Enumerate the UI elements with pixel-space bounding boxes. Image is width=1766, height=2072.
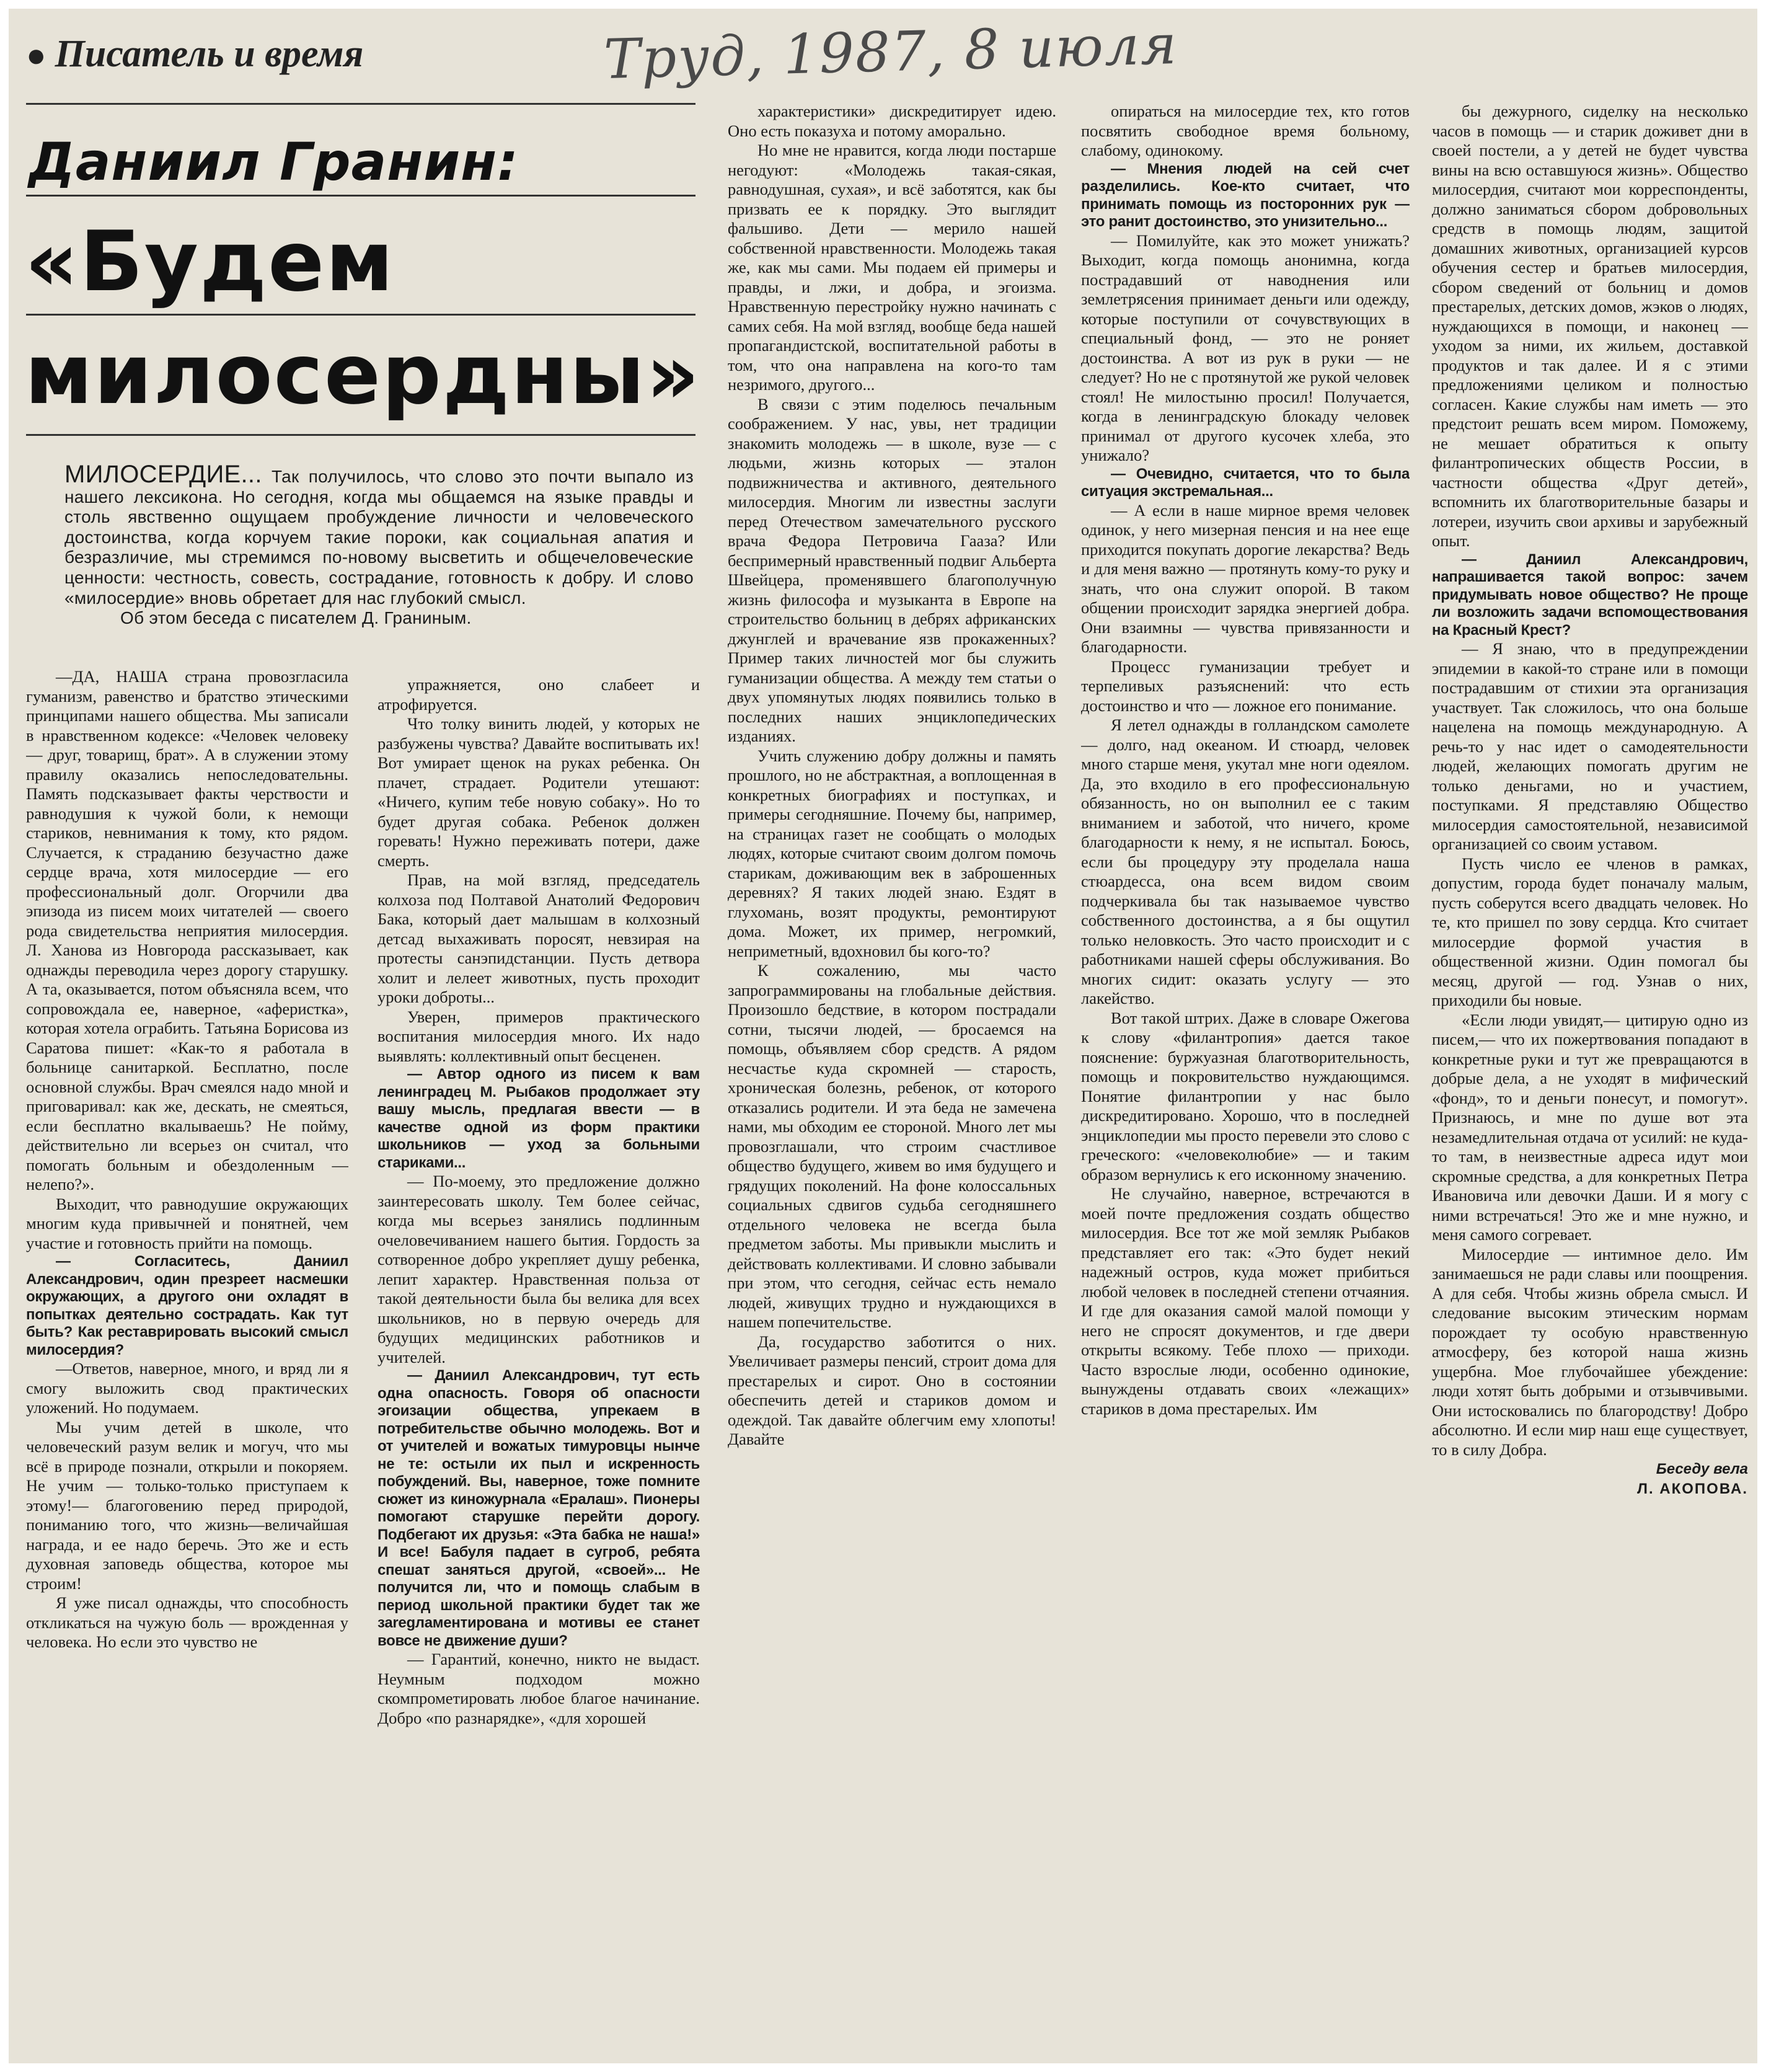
paragraph: упражняется, оно слабеет и атрофируется.	[377, 675, 700, 714]
paragraph: «Если люди увидят,— цитирую одно из писем,— что их пожертвования попадают в конкретные руки и тут же превращаются в добрые дела, а не уходят в мифический «фонд», то и деньги понесут, и помогут». Признаюсь, и мне по душе вот эта незамедлительная отдача от усилий: не куда-то там, в неизвестные адреса идут мои скромные средства, а для конкретных Петра Ивановича или девочки Даши. И я могу с ними встречаться! Это же и мне нужно, и меня самого согревает.	[1432, 1010, 1748, 1244]
author-name: Даниил Гранин:	[29, 131, 519, 192]
signature: Л. АКОПОВА.	[1637, 1480, 1748, 1497]
rubric-label: Писатель и время	[55, 33, 364, 75]
paragraph: — Я знаю, что в предупреждении эпидемии в какой-то стране или в помощи пострадавшим от стихии эта организация участвует. Так сложилось, что она больше нацелена на помощь международную. А речь-то у нас идет о самодеятельности людей, желающих помогать другим не только деньгами, но и участием, поступками. Я представляю Общество милосердия самостоятельной, независимой организацией со своим уставом.	[1432, 639, 1748, 853]
lead-paragraph	[64, 461, 694, 629]
paragraph: В связи с этим поделюсь печальным соображением. У нас, увы, нет традиции знакомить молодежь — в школе, вузе — с людьми, жизнь которых — эталон подвижничества и активного, деятельного милосердия. Многим ли известны заслуги перед Отечеством замечательного русского врача Федора Петровича Гааза? Или беспримерный нравственный подвиг Альберта Швейцера, променявшего благополучную жизнь философа и музыканта в Европе на строительство больниц в дебрях африканских джунглей и врачевание язв прокаженных? Пример таких личностей мог бы служить гуманизации общества. А между тем статьи о двух упомянутых людях появились только в последних наших энциклопедических изданиях.	[728, 394, 1056, 745]
paragraph: — А если в наше мирное время человек одинок, у него мизерная пенсия и на нее еще приходится покупать дорогие лекарства? Ведь и для меня важно — протянуть кому-то руку и знать, что она служит опорой. В таком общении происходит зарядка энергией добра. Они взаимны — чувства привязанности и благодарности.	[1081, 500, 1410, 656]
interviewer-question: — Даниил Александрович, тут есть одна опасность. Говоря об опасности эгоизации общества, упрекаем в потребительстве обычно молодежь. Вот и от учителей и вожатых тимуровцы нынче не те: остыли их пыл и искренность побуждений. Вы, наверное, тоже помните сюжет из киножурнала «Ералаш». Пионеры помогают старушке перейти дорогу. Подбегают их друзья: «Эта бабка не наша!» И все! Бабуля падает в сугроб, ребята спешат заняться другой, «своей»... Не получится ли, что и помощь слабым в период школьной практики будет так же заregламентирована и мотивы ее станет вовсе не движение души?	[377, 1367, 700, 1649]
interviewer-question: — Мнения людей на сей счет разделились. Кое-кто считает, что принимать помощь из посторонних рук — это ранит достоинство, это унизительно...	[1081, 160, 1410, 230]
paragraph: Я уже писал однажды, что способность откликаться на чужую боль — врожденная у человека. Но если это чувство не	[26, 1593, 348, 1651]
paragraph: Прав, на мой взгляд, председатель колхоза под Полтавой Анатолий Федорович Бака, который дает малышам в колхозный детсад выхаживать поросят, невзирая на протесты санэпидстанции. Пусть детвора холит и лелеет животных, пусть проходит уроки доброты...	[377, 870, 700, 1006]
title-divider-middle	[26, 314, 695, 316]
signature: Беседу вела	[1656, 1461, 1748, 1477]
paragraph: К сожалению, мы часто запрограммированы на глобальные действия. Произошло бедствие, в котором пострадали сотни, тысячи людей, — бросаемся на помощь, объявляем сбор средств. А рядом несчастье куда скромней — старость, хроническая болезнь, ребенок, от которого отказались родители. И эта беда не замечена нами, мы обходим ее стороной. Много лет мы провозглашали, что строим счастливое общество будущего, живем во имя будущего и грядущих поколений. На фоне колоссальных социальных сдвигов судьба сегодняшнего отдельного человека не всегда была предметом заботы. Мы привыкли мыслить и действовать коллективами. И словно забывали при этом, что сегодня, сейчас есть немало людей, живущих трудно и нуждающихся в нашем попечительстве.	[728, 961, 1056, 1331]
paragraph: Милосердие — интимное дело. Им занимаешься не ради славы или поощрения. А для себя. Чтобы жизнь обрела смысл. И следование высоким этическим нормам порождает ту особую нравственную атмосферу, без которой наша жизнь ущербна. Мое глубочайшее убеждение: люди хотят быть добрыми и отзывчивыми. Они истосковались по благородству! Добро абсолютно. И если мир наш еще существует, то в силу Добра.	[1432, 1244, 1748, 1459]
paragraph: — По-моему, это предложение должно заинтересовать школу. Тем более сейчас, когда мы всерьез занялись подлинным очеловечиванием нашего бытия. Гордость за сотворенное добро укрепляет душу ребенка, лепит характер. Нравственная польза от такой деятельности была бы велика для всех школьников, но в первую очередь для будущих медицинских работников и учителей.	[377, 1172, 700, 1366]
paragraph: Я летел однажды в голландском самолете — долго, над океаном. И стюард, человек много старше меня, укутал мне ноги одеялом. Да, это входило в его профессиональную обязанность, но он выполнил ее с таким вниманием и заботой, что ничего, кроме благодарности к нему, я не испытал. Боюсь, если бы процедуру эту проделала наша стюардесса, она всем видом своим подчеркивала бы так называемое чувство собственного достоинства, а я бы ощутил только неловкость. Это часто происходит и с работниками нашей сферы обслуживания. Во многих сидит: оказать услугу — это лакейство.	[1081, 715, 1410, 1007]
paragraph: Не случайно, наверное, встречаются в моей почте предложения создать общество милосердия. Все тот же мой земляк Рыбаков представляет его так: «Это будет некий надежный остров, куда может прибиться любой человек в последней степени отчаяния. И где для оказания самой малой помощи у него не спросят документов, и где двери открыты всякому. Тебе плохо — приходи. Часто взрослые люди, особенно одинокие, вынуждены отдавать своих «лежащих» стариков в дома престарелых. Им	[1081, 1184, 1410, 1418]
interviewer-question: — Согласитесь, Даниил Александрович, один презреет насмешки окружающих, а другого они охладят в попытках деятельно сострадать. Как тут быть? Как реставрировать высокий смысл милосердия?	[26, 1253, 348, 1358]
lead-text: Так получилось, что слово это почти выпало из нашего лексикона. Но сегодня, когда мы общаемся на языке правды и столь явственно ощущаем пробуждение личности и человеческого достоинства, когда корчуем такие пороки, как социальная апатия и безразличие, мы стремимся по-новому высветить и общечеловеческие ценности: честность, совесть, сострадание, готовность к добру. И слово «милосердие» вновь обретает для нас глубокий смысл.	[64, 467, 694, 608]
article-column-2	[377, 675, 700, 2057]
paragraph: —Ответов, наверное, много, и вряд ли я смогу выложить свод практических уложений. Но подумаем.	[26, 1359, 348, 1417]
newspaper-clipping	[9, 9, 1757, 2063]
paragraph: Мы учим детей в школе, что человеческий разум велик и могуч, что мы всё в природе познали, открыли и покоряем. Не учим — только-только приступаем к этому!— благоговению перед природой, пониманию того, что жизнь—величайшая награда, и ее надо беречь. Это же и есть духовная заповедь общества, которое мы строим!	[26, 1417, 348, 1593]
paragraph: опираться на милосердие тех, кто готов посвятить свободное время больному, слабому, одинокому.	[1081, 102, 1410, 159]
headline-line-1: «Будем	[25, 213, 395, 310]
title-divider-bottom	[26, 434, 695, 436]
title-divider-top	[26, 195, 695, 197]
paragraph: бы дежурного, сиделку на несколько часов в помощь — и старик доживет дни в своей постели, а у детей не будет чувства вины на всю оставшуюся жизнь». Общество милосердия, считают мои корреспонденты, должно заниматься сбором добровольных средств в помощь людям, защитой домашних животных, организацией курсов обучения сестер и братьев милосердия, сбором сведений от больниц и домов престарелых, детских домов, жэков о людях, нуждающихся в помощи, и наконец — уходом за ними, их жильем, доставкой продуктов и так далее. И я с этими предложениями целиком и полностью согласен. Какие службы нам иметь — это предстоит решать всем миром. Поможему, не мешает обратиться к опыту филантропических обществ России, в частности общества «Друг детей», вспомнить их благотворительные базары и лотереи, изучить свои архивы и зарубежный опыт.	[1432, 102, 1748, 550]
interviewer-question: — Автор одного из писем к вам ленинградец М. Рыбаков продолжает эту вашу мысль, предлагая ввести — в качестве одной из форм практики школьников — уход за больными стариками...	[377, 1066, 700, 1171]
paragraph: Уверен, примеров практического воспитания милосердия много. Их надо выявлять: коллективный опыт бесценен.	[377, 1007, 700, 1065]
paragraph: Выходит, что равнодушие окружающих многим куда привычней и понятней, чем участие и готовность прийти на помощь.	[26, 1194, 348, 1252]
paragraph: —ДА, НАША страна провозгласила гуманизм, равенство и братство этическими принципами нашего общества. Мы записали в нравственном кодексе: «Человек человеку — друг, товарищ, брат». А в служении этому правилу оказались непоследовательны. Память подсказывает факты черствости и равнодушия к чужой боли, к немощи стариков, невнимания к тому, кто рядом. Случается, к страданию безучастно даже сердце врача, хотя милосердие — его профессиональный долг. Огорчили два эпизода из писем моих читателей — своего рода свидетельства неприятия милосердия. Л. Ханова из Новгорода рассказывает, как однажды переводила через дорогу старушку. А та, оказывается, потом объясняла всем, что сопровождала ее, наверное, «аферистка», которая хотела ограбить. Татьяна Борисова из Саратова пишет: «Как-то я работала в больнице санитаркой. Бесплатно, после основной службы. Врач смеялся надо мной и приговаривал: как же, дескать, не смеяться, если бесплатно вкалываешь? Не пойму, действительно ли всерьез он считал, что помогать больным и обездоленным — нелепо?».	[26, 667, 348, 1193]
paragraph: Пусть число ее членов в рамках, допустим, города будет поначалу малым, пусть соберутся всего двадцать человек. Но те, кто пришел по зову сердца. Кто считает милосердие формой участия в общественной жизни. Один помогал бы месяц, другой — год. Узнав о них, приходили бы новые.	[1432, 854, 1748, 1009]
paragraph: — Гарантий, конечно, никто не выдаст. Неумным подходом можно скомпрометировать любое благое начинание. Добро «по разнарядке», «для хорошей	[377, 1650, 700, 1727]
handwritten-note: Труд, 1987, 8 июля	[603, 12, 1179, 92]
lead-intro: Об этом беседа с писателем Д. Граниным.	[120, 608, 472, 628]
paragraph: характеристики» дискредитирует идею. Оно есть показуха и потому аморально.	[728, 102, 1056, 140]
lead-cap: МИЛОСЕРДИЕ...	[64, 461, 262, 488]
article-column-3	[728, 102, 1056, 2056]
paragraph: Да, государство заботится о них. Увеличивает размеры пенсий, строит дома для престарелых и сирот. Оно в состоянии обеспечить детей и стариков домом и одеждой. Так давайте облегчим ему хлопоты! Давайте	[728, 1332, 1056, 1448]
paragraph: Процесс гуманизации требует и терпеливых разъяснений: что есть достоинство и что — ложное его понимание.	[1081, 657, 1410, 715]
article-column-5	[1432, 102, 1748, 2056]
article-column-4	[1081, 102, 1410, 2056]
paragraph: Что толку винить людей, у которых не разбужены чувства? Давайте воспитывать их! Вот умирает щенок на руках ребенка. Он плачет, страдает. Родители утешают: «Ничего, купим тебе новую собаку». Но то будет другая собака. Ребенок должен горевать! Нужно переживать потери, даже смерть.	[377, 714, 700, 870]
header-divider	[26, 103, 695, 105]
headline-line-2: милосердны»	[25, 326, 701, 423]
article-column-1	[26, 667, 348, 2056]
section-rubric	[26, 32, 363, 76]
paragraph: Вот такой штрих. Даже в словаре Ожегова к слову «филантропия» дается такое пояснение: буржуазная благотворительность, помощь и покровительство нуждающимся. Понятие филантропии у нас было дискредитировано. Хорошо, что в последней энциклопедии мы просто перевели это слово с греческого: «человеколюбие» — и таким образом вернулись к его исконному значению.	[1081, 1008, 1410, 1184]
paragraph: — Помилуйте, как это может унижать? Выходит, когда помощь анонимна, когда пострадавший от наводнения или землетрясения принимает деньги или одежду, которые поступили от сочувствующих в специальный фонд, — это не роняет достоинства. А вот из рук в руки — не следует? Но не с протянутой же рукой человек стоял! Не милостыню просил! Получается, когда в ленинградскую блокаду человек принимал от другого кусочек хлеба, это унижало?	[1081, 231, 1410, 464]
bullet-icon: ●	[26, 37, 46, 74]
interviewer-question: — Очевидно, считается, что то была ситуация экстремальная...	[1081, 465, 1410, 500]
paragraph: Но мне не нравится, когда люди постарше негодуют: «Молодежь такая-сякая, равнодушная, сухая», и всё заботятся, как бы призвать ее к порядку. Это выглядит фальшиво. Дети — мерило нашей собственной нравственности. Молодежь такая же, как мы сами. Мы подаем ей примеры и правды, и лжи, и добра, и эгоизма. Нравственную перестройку нужно начинать с самих себя. На мой взгляд, вообще беда нашей пропагандистской, воспитательной работы в том, что она направлена на кого-то там незримого, другого...	[728, 141, 1056, 394]
interviewer-question: — Даниил Александрович, напрашивается такой вопрос: зачем придумывать новое общество? Не проще ли возложить задачи вспомоществования на Красный Крест?	[1432, 551, 1748, 639]
paragraph: Учить служению добру должны и память прошлого, но не абстрактная, а воплощенная в конкретных биографиях и поступках, и примеры сегодняшние. Почему бы, например, на страницах газет не сообщать о молодых людях, которые считают своим долгом помочь старикам, доживающим век в заброшенных деревнях? Я таких людей знаю. Ездят в глухомань, возят продукты, ремонтируют дома. Может, их пример, негромкий, неприметный, вдохновил бы кого-то?	[728, 746, 1056, 960]
